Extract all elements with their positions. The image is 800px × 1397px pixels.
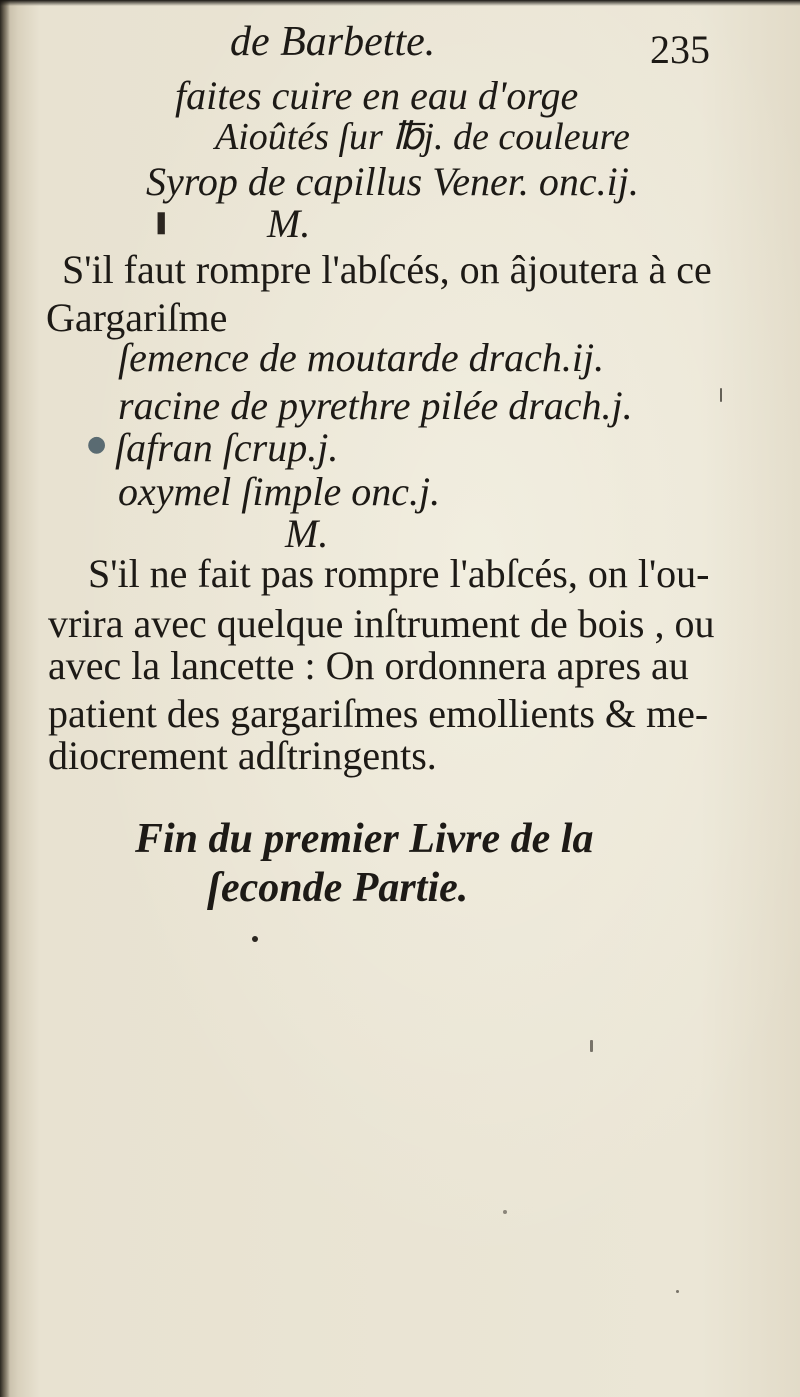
ink-dot-icon: ● [87,432,107,457]
recipe-2-mark: M. [285,511,329,556]
recipe-1-line-3: Syrop de capillus Vener. onc.ij. [146,159,639,204]
paper-speck [252,936,258,942]
closing-line-1: Fin du premier Livre de la [135,816,594,862]
recipe-1-mark: M. [267,201,311,246]
paragraph-2-line-3: avec la lancette : On ordonnera apres au [48,643,689,688]
paper-speck [720,388,722,402]
recipe-1-line-2: Aioûtés ſur ℔j. de couleure [215,116,630,158]
paragraph-1-line-1: S'il faut rompre l'abſcés, on âjoutera à ce [62,247,712,292]
paper-speck [590,1040,593,1052]
top-edge-shadow [0,0,800,6]
running-title: de Barbette. [230,19,436,65]
paragraph-2-line-5: diocrement adſtringents. [48,733,437,778]
page-number: 235 [650,27,710,72]
paragraph-2-line-1: S'il ne fait pas rompre l'abſcés, on l'ou- [88,551,710,596]
ink-mark-icon: ❚ [152,210,171,235]
recipe-2-line-2: racine de pyrethre pilée drach.j. [118,383,633,428]
paragraph-2-line-4: patient des gargariſmes emollients & me- [48,691,709,736]
recipe-2-line-3: ſafran ſcrup.j. [115,425,339,470]
recipe-2-line-1: ſemence de moutarde drach.ij. [118,335,605,380]
closing-line-2: ſeconde Partie. [207,865,469,911]
paragraph-2-line-2: vrira avec quelque inſtrument de bois , ou [48,601,715,646]
recipe-1-line-1: faites cuire en eau d'orge [175,73,579,118]
gutter-shadow [0,0,10,1397]
paragraph-1-line-2: Gargariſme [46,295,228,340]
paper-speck [503,1210,507,1214]
recipe-2-line-4: oxymel ſimple onc.j. [118,469,441,514]
paper-speck [676,1290,679,1293]
